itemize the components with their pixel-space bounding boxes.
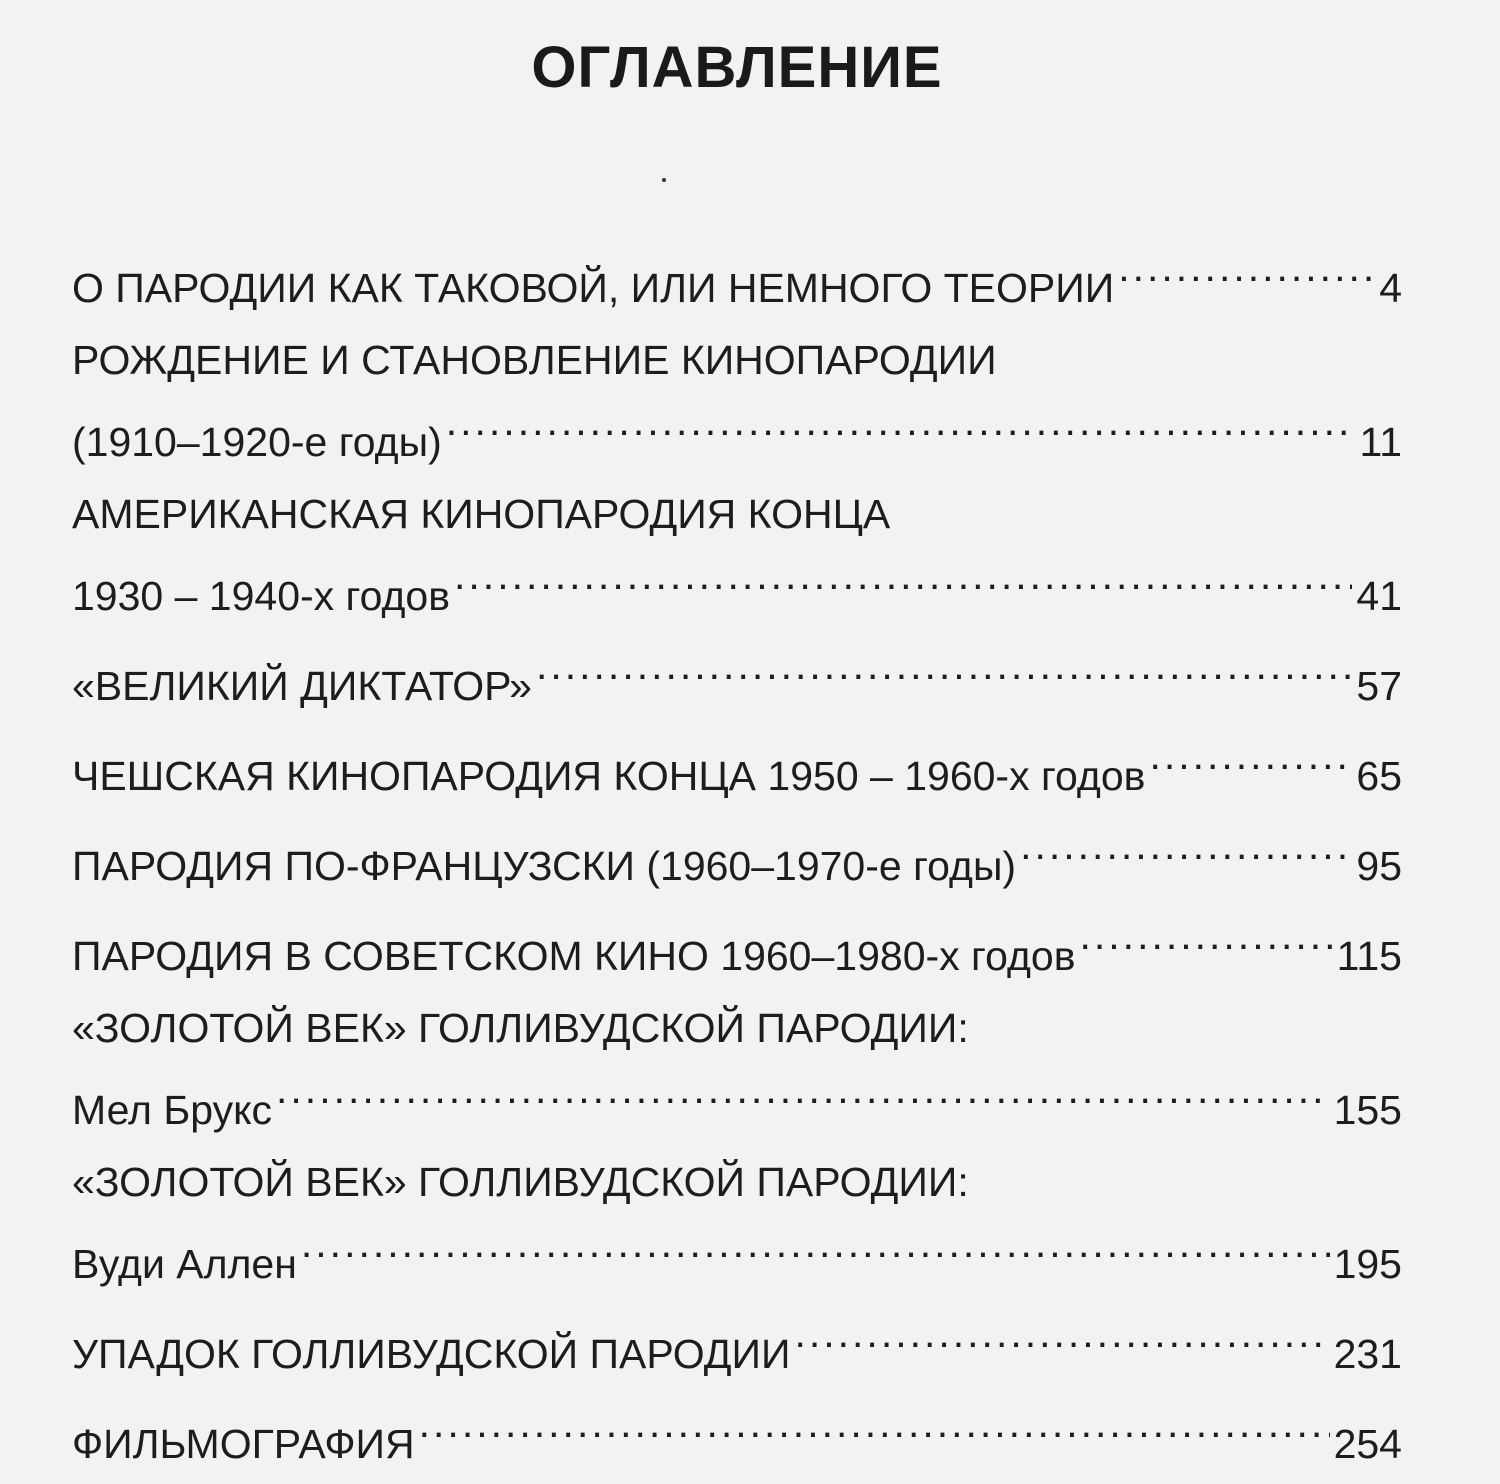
toc-page-number: 231 bbox=[1333, 1331, 1402, 1377]
toc-page-number: 41 bbox=[1356, 573, 1402, 619]
dot-leader bbox=[301, 1214, 1330, 1278]
toc-entry-title-line1: «ЗОЛОТОЙ ВЕК» ГОЛЛИВУДСКОЙ ПАРОДИИ: bbox=[72, 1159, 969, 1205]
dot-leader bbox=[794, 1304, 1329, 1368]
toc-page-number: 95 bbox=[1356, 843, 1402, 889]
toc-entry[interactable] bbox=[72, 328, 1402, 474]
toc-page-number: 254 bbox=[1333, 1421, 1402, 1467]
toc-entry-title: Мел Брукс bbox=[72, 1087, 273, 1133]
dot-leader bbox=[276, 1060, 1330, 1124]
toc-entry-title: ЧЕШСКАЯ КИНОПАРОДИЯ КОНЦА 1950 – 1960-х годов bbox=[72, 753, 1146, 799]
toc-page-number: 155 bbox=[1333, 1087, 1402, 1133]
table-of-contents bbox=[72, 238, 1402, 1484]
toc-page-number: 65 bbox=[1356, 753, 1402, 799]
dot-leader bbox=[1149, 726, 1352, 790]
dot-leader bbox=[446, 392, 1356, 456]
toc-entry[interactable] bbox=[72, 726, 1402, 808]
toc-page bbox=[72, 0, 1402, 1467]
toc-entry-title: ПАРОДИЯ ПО-ФРАНЦУЗСКИ (1960–1970-е годы) bbox=[72, 843, 1017, 889]
dot-leader bbox=[1118, 238, 1375, 302]
toc-entry-title: Вуди Аллен bbox=[72, 1241, 297, 1287]
dot-leader bbox=[536, 636, 1352, 700]
toc-entry-title: «ВЕЛИКИЙ ДИКТАТОР» bbox=[72, 663, 532, 709]
toc-entry-title: ПАРОДИЯ В СОВЕТСКОМ КИНО 1960–1980-х годов bbox=[72, 933, 1076, 979]
toc-entry[interactable] bbox=[72, 238, 1402, 320]
toc-entry[interactable] bbox=[72, 1150, 1402, 1296]
page-title: ОГЛАВЛЕНИЕ bbox=[531, 35, 943, 100]
dot-leader bbox=[454, 546, 1352, 610]
toc-entry-title-line1: РОЖДЕНИЕ И СТАНОВЛЕНИЕ КИНОПАРОДИИ bbox=[72, 337, 997, 383]
toc-page-number: 195 bbox=[1333, 1241, 1402, 1287]
toc-page-number: 57 bbox=[1356, 663, 1402, 709]
dot-leader bbox=[1080, 906, 1333, 970]
decorative-dot bbox=[662, 178, 666, 182]
toc-entry[interactable] bbox=[72, 482, 1402, 628]
toc-page-number: 115 bbox=[1336, 933, 1402, 979]
toc-entry[interactable] bbox=[72, 816, 1402, 898]
toc-entry-title: 1930 – 1940-х годов bbox=[72, 573, 451, 619]
toc-entry[interactable] bbox=[72, 1304, 1402, 1386]
toc-page-number: 11 bbox=[1359, 419, 1402, 465]
toc-entry[interactable] bbox=[72, 906, 1402, 988]
toc-entry[interactable] bbox=[72, 636, 1402, 718]
toc-entry-title-line1: «ЗОЛОТОЙ ВЕК» ГОЛЛИВУДСКОЙ ПАРОДИИ: bbox=[72, 1005, 969, 1051]
toc-entry-title: ФИЛЬМОГРАФИЯ bbox=[72, 1421, 415, 1467]
toc-entry-title: (1910–1920-е годы) bbox=[72, 419, 442, 465]
toc-page-number: 4 bbox=[1379, 265, 1402, 311]
toc-entry-title-line1: АМЕРИКАНСКАЯ КИНОПАРОДИЯ КОНЦА bbox=[72, 491, 891, 537]
dot-leader bbox=[419, 1394, 1330, 1458]
toc-entry[interactable] bbox=[72, 996, 1402, 1142]
toc-entry-title: О ПАРОДИИ КАК ТАКОВОЙ, ИЛИ НЕМНОГО ТЕОРИИ bbox=[72, 265, 1115, 311]
dot-leader bbox=[1020, 816, 1352, 880]
toc-entry[interactable] bbox=[72, 1394, 1402, 1476]
toc-entry-title: УПАДОК ГОЛЛИВУДСКОЙ ПАРОДИИ bbox=[72, 1331, 791, 1377]
